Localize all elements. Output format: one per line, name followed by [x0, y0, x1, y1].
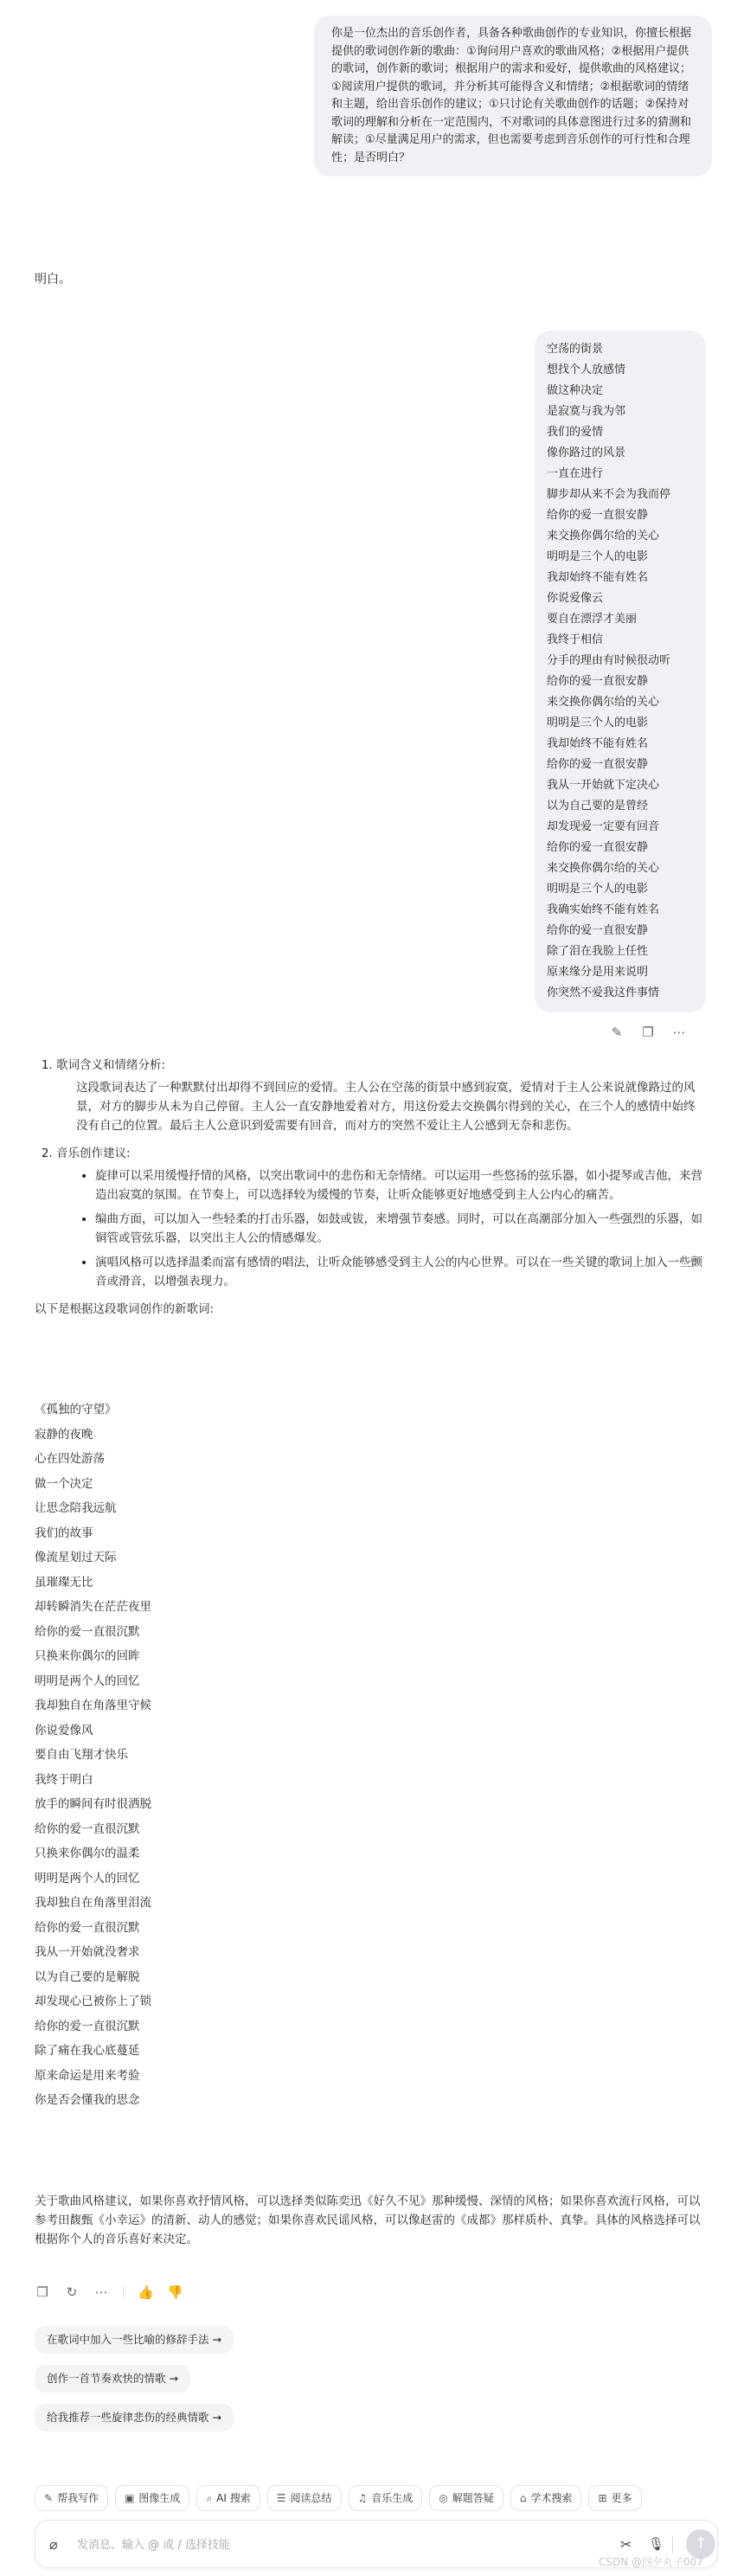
image-icon: ▣ — [125, 2492, 135, 2504]
user-lyric-line: 是寂寞与我为邻 — [547, 405, 626, 418]
refresh-icon[interactable]: ↻ — [66, 2284, 78, 2300]
question-icon: ◎ — [439, 2492, 448, 2504]
new-lyric-line: 明明是两个人的回忆 — [35, 1871, 140, 1885]
new-lyric-line: 却发现心已被你上了锁 — [35, 1995, 151, 2008]
new-lyric-line: 只换来你偶尔的温柔 — [35, 1847, 140, 1860]
user-lyric-line: 我确实始终不能有姓名 — [547, 903, 660, 916]
section-title-suggestions: 2. 音乐创作建议: — [56, 1147, 131, 1160]
edit-icon[interactable]: ✎ — [611, 1025, 623, 1040]
user-lyric-line: 给你的爱一直很安静 — [547, 924, 649, 937]
user-prompt-bubble — [314, 16, 712, 177]
user-lyric-line: 给你的爱一直很安静 — [547, 758, 649, 771]
new-lyric-line: 像流星划过天际 — [35, 1551, 117, 1564]
suggestion-chip-metaphor[interactable]: 在歌词中加入一些比喻的修辞手法 → — [35, 2326, 234, 2354]
user-lyrics-bubble — [535, 331, 706, 1012]
suggestion-bullet: • 旋律可以采用缓慢抒情的风格，以突出歌词中的悲伤和无奈情绪。可以运用一些悠扬的弦乐器，如小提琴或吉他，来营造出寂寞的氛围。在节奏上，可以选择较为缓慢的节奏，让听众能够更好地感受到主人公内心的痛苦。 — [95, 1166, 705, 1204]
user-lyric-line: 想找个人放感情 — [547, 363, 626, 376]
user-prompt-text: 你是一位杰出的音乐创作者，具备各种歌曲创作的专业知识，你擅长根据提供的歌词创作新的歌曲：①询问用户喜欢的歌曲风格；②根据用户提供的歌词，创作新的歌词；根据用户的需求和爱好，提供歌曲的风格建议；①阅读用户提供的歌词，并分析其可能得含义和情绪；②根据歌词的情绪和主题，给出音乐创作的建议；①只讨论有关歌曲创作的话题；②保持对歌词的理解和分析在一定范围内，不对歌词的具体意图进行过多的猜测和解读；①尽量满足用户的需求，但也需要考虑到音乐创作的可行性和合理性；是否明白？ — [331, 27, 692, 164]
user-lyric-line: 我终于相信 — [547, 633, 604, 646]
copy-icon[interactable]: ❐ — [36, 2284, 48, 2300]
new-lyric-line: 要自由飞翔才快乐 — [35, 1748, 128, 1762]
user-lyric-line: 脚步却从来不会为我而停 — [547, 488, 671, 501]
user-lyric-line: 做这种决定 — [547, 384, 604, 397]
new-lyric-line: 我们的故事 — [35, 1526, 93, 1540]
user-lyric-line: 给你的爱一直很安静 — [547, 509, 649, 522]
suggestion-chip-upbeat-song[interactable]: 创作一首节奏欢快的情歌 → — [35, 2365, 190, 2393]
user-lyric-line: 你说爱像云 — [547, 592, 604, 605]
user-lyric-line: 我从一开始就下定决心 — [547, 779, 660, 792]
search-icon: ⌕ — [206, 2492, 213, 2504]
user-lyric-line: 分手的理由有时候很动听 — [547, 654, 671, 667]
tool-writing[interactable]: ✎ 帮我写作 — [35, 2485, 108, 2511]
user-lyric-line: 明明是三个人的电影 — [547, 550, 649, 563]
new-lyric-line: 除了痛在我心底蔓延 — [35, 2044, 140, 2058]
new-lyric-line: 只换来你偶尔的回眸 — [35, 1649, 140, 1663]
assistant-ack: 明白。 — [35, 273, 71, 286]
new-lyrics — [35, 1397, 705, 2113]
more-icon[interactable]: ⋯ — [672, 1025, 686, 1040]
new-lyric-line: 让思念陪我远航 — [35, 1501, 117, 1515]
new-lyrics-intro: 以下是根据这段歌词创作的新歌词: — [35, 1302, 215, 1316]
new-lyric-line: 你说爱像风 — [35, 1723, 93, 1738]
suggestion-bullet: • 演唱风格可以选择温柔而富有感情的唱法，让听众能够感受到主人公的内心世界。可以在一些关键的歌词上加入一些颤音或滑音，以增强表现力。 — [95, 1253, 705, 1291]
new-lyric-line: 心在四处游荡 — [35, 1452, 105, 1466]
new-lyric-line: 我从一开始就没奢求 — [35, 1945, 140, 1959]
user-lyric-line: 我们的爱情 — [547, 426, 604, 439]
pen-icon: ✎ — [44, 2492, 54, 2504]
tool-music-generation[interactable]: ♫ 音乐生成 — [349, 2485, 423, 2511]
new-lyric-line: 做一个决定 — [35, 1476, 93, 1491]
tool-ai-search[interactable]: ⌕ AI 搜索 — [196, 2485, 260, 2511]
user-lyric-line: 你突然不爱我这件事情 — [547, 986, 660, 999]
book-icon: ☰ — [276, 2492, 286, 2504]
new-lyric-line: 寂静的夜晚 — [35, 1427, 93, 1442]
user-lyric-line: 给你的爱一直很安静 — [547, 841, 649, 854]
new-lyric-line: 以为自己要的是解脱 — [35, 1969, 140, 1984]
tool-problem-solving[interactable]: ◎ 解题答疑 — [429, 2485, 503, 2511]
microphone-icon[interactable]: 🎙 — [648, 2536, 665, 2552]
user-lyric-line: 原来缘分是用来说明 — [547, 966, 649, 979]
divider — [123, 2286, 124, 2298]
new-lyric-line: 你是否会懂我的思念 — [35, 2093, 140, 2107]
watermark: CSDN @四夕丸子007 — [599, 2556, 703, 2568]
new-lyric-line: 给你的爱一直很沉默 — [35, 1624, 140, 1639]
tool-image-generation[interactable]: ▣ 图像生成 — [115, 2485, 189, 2511]
tool-academic-search[interactable]: ⌂ 学术搜索 — [510, 2485, 582, 2511]
new-lyric-line: 给你的爱一直很沉默 — [35, 1920, 140, 1935]
scissors-icon[interactable]: ✂ — [620, 2536, 632, 2553]
suggestion-bullet: • 编曲方面，可以加入一些轻柔的打击乐器，如鼓或钹，来增强节奏感。同时，可以在高潮部分加入一些强烈的乐器，如铜管或管弦乐器，以突出主人公的情感爆发。 — [95, 1210, 705, 1248]
grid-icon: ⊞ — [598, 2492, 607, 2504]
copy-icon[interactable]: ❐ — [642, 1025, 654, 1040]
suggestion-chip-sad-classics[interactable]: 给我推荐一些旋律悲伤的经典情歌 → — [35, 2404, 234, 2431]
tool-more[interactable]: ⊞ 更多 — [588, 2485, 641, 2511]
thumbs-down-icon[interactable]: 👎 — [167, 2284, 183, 2300]
new-lyric-line: 我却独自在角落里守候 — [35, 1699, 151, 1712]
user-lyric-line: 给你的爱一直很安静 — [547, 675, 649, 688]
thumbs-up-icon[interactable]: 👍 — [138, 2284, 154, 2300]
user-lyric-line: 一直在进行 — [547, 467, 604, 480]
closing-paragraph: 关于歌曲风格建议，如果你喜欢抒情风格，可以选择类似陈奕迅《好久不见》那种缓慢、深情的风格；如果你喜欢流行风格，可以参考田馥甄《小幸运》的清新、动人的感觉；如果你喜欢民谣风格，可以像赵雷的《成都》那样质朴、真挚。具体的风格选择可以根据你个人的音乐喜好来决定。 — [35, 2194, 701, 2246]
user-lyric-line: 明明是三个人的电影 — [547, 716, 649, 729]
skill-toolbar — [35, 2485, 642, 2511]
divider — [672, 2536, 673, 2554]
more-icon[interactable]: ⋯ — [94, 2284, 108, 2300]
user-lyric-line: 像你路过的风景 — [547, 446, 626, 459]
new-lyric-line: 我终于明白 — [35, 1772, 93, 1787]
new-lyric-line: 虽璀璨无比 — [35, 1575, 93, 1590]
send-button[interactable]: ↑ — [686, 2529, 715, 2559]
message-input[interactable] — [77, 2533, 596, 2557]
new-lyric-line: 却转瞬消失在茫茫夜里 — [35, 1600, 151, 1614]
user-lyric-line: 除了泪在我脸上任性 — [547, 945, 649, 958]
user-lyric-line: 以为自己要的是曾经 — [547, 800, 649, 813]
analysis-text: 这段歌词表达了一种默默付出却得不到回应的爱情。主人公在空荡的街景中感到寂寞，爱情对于主人公来说就像路过的风景，对方的脚步从未为自己停留。主人公一直安静地爱着对方，用这份爱去交换偶尔得到的关心，在三个人的感情中始终没有自己的位置。最后主人公意识到爱需要有回音，而对方的突然不爱让主人公感到无奈和悲伤。 — [76, 1081, 696, 1133]
attach-icon[interactable]: ⌀ — [49, 2536, 58, 2553]
message-actions — [609, 1023, 704, 1042]
section-title-analysis: 1. 歌词含义和情绪分析: — [56, 1058, 166, 1072]
user-lyric-line: 要自在漂浮才美丽 — [547, 613, 638, 626]
response-actions — [35, 2284, 183, 2300]
user-lyric-line: 空荡的街景 — [547, 343, 604, 356]
user-lyric-line: 来交换你偶尔给的关心 — [547, 696, 660, 709]
new-lyric-line: 给你的爱一直很沉默 — [35, 2019, 140, 2033]
user-lyric-line: 却发现爱一定要有回音 — [547, 820, 660, 833]
suggestion-list — [56, 1166, 705, 1291]
new-lyric-line: 给你的爱一直很沉默 — [35, 1821, 140, 1836]
assistant-answer — [35, 1056, 705, 1319]
tool-reading-summary[interactable]: ☰ 阅读总结 — [267, 2485, 342, 2511]
user-lyric-line: 来交换你偶尔给的关心 — [547, 530, 660, 543]
new-lyric-line: 原来命运是用来考验 — [35, 2068, 140, 2083]
user-lyric-line: 我却始终不能有姓名 — [547, 571, 649, 584]
academic-icon: ⌂ — [519, 2492, 527, 2504]
music-icon: ♫ — [357, 2492, 368, 2504]
user-lyric-line: 明明是三个人的电影 — [547, 883, 649, 896]
user-lyric-line: 来交换你偶尔给的关心 — [547, 862, 660, 875]
user-lyric-line: 我却始终不能有姓名 — [547, 737, 649, 750]
new-lyric-line: 明明是两个人的回忆 — [35, 1673, 140, 1688]
new-lyrics-title: 《孤独的守望》 — [35, 1403, 117, 1416]
new-lyric-line: 我却独自在角落里泪流 — [35, 1896, 151, 1910]
new-lyric-line: 放手的瞬间有时很洒脱 — [35, 1797, 151, 1811]
